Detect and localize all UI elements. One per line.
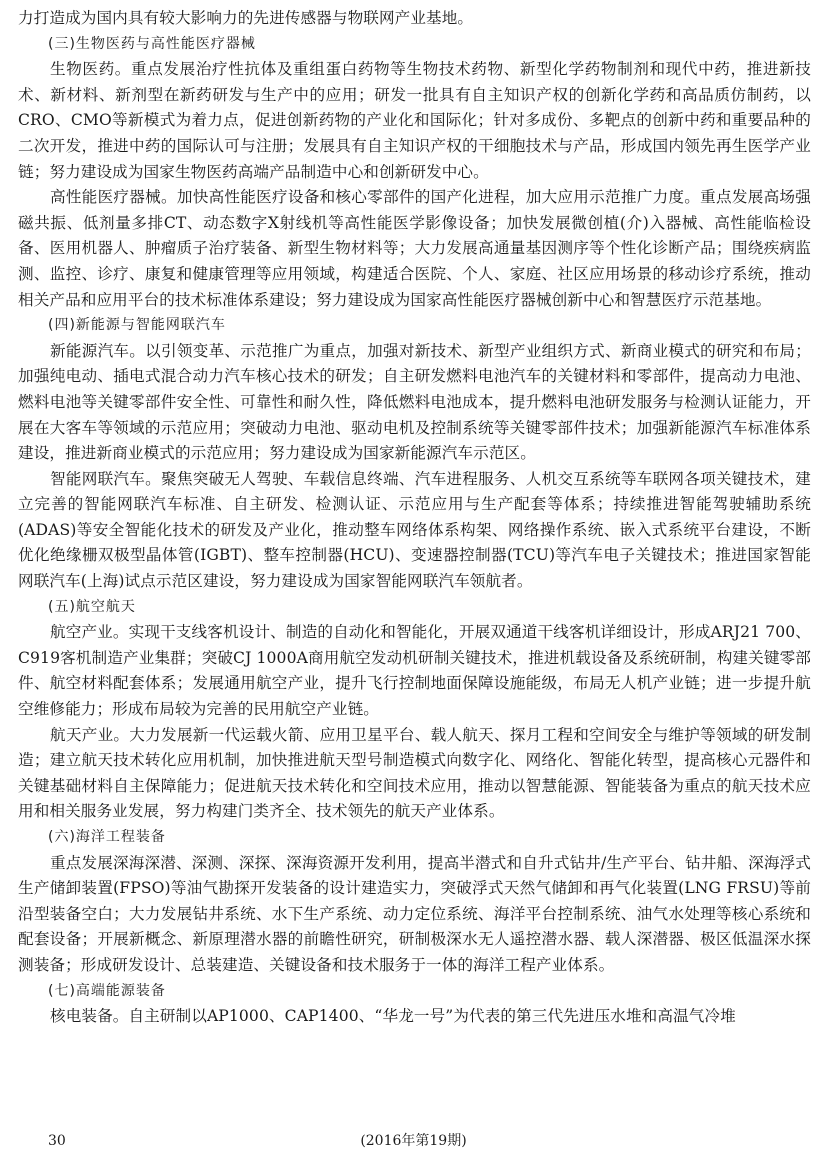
document-body — [18, 6, 811, 1030]
section-heading: (七)高端能源装备 — [48, 982, 166, 999]
section-heading: (五)航空航天 — [48, 598, 136, 615]
section-heading: (六)海洋工程装备 — [48, 829, 166, 845]
section-heading: (四)新能源与智能网联汽车 — [48, 317, 226, 334]
section-heading: (三)生物医药与高性能医疗器械 — [48, 35, 256, 52]
paragraph: 新能源汽车。以引领变革、示范推广为重点，加强对新技术、新型产业组织方式、新商业模式的研究和布局；加强纯电动、插电式混合动力汽车核心技术的研发；自主研发燃料电池汽车的关键材料和零部件，提高动力电池、燃料电池等关键零部件安全性、可靠性和耐久性，降低燃料电池成本，提升燃料电池研发服务与检测认证能力，开展在大客车等领域的示范应用；突破动力电池、驱动电机及控制系统等关键零部件技术；加强新能源汽车标准体系建设，推进新商业模式的示范应用；努力建设成为国家新能源汽车示范区。 — [18, 341, 811, 463]
paragraph: 重点发展深海深潜、深测、深探、深海资源开发利用，提高半潜式和自升式钻井/生产平台、钻井船、深海浮式生产储卸装置(FPSO)等油气勘探开发装备的设计建造实力，突破浮式天然气储卸和再气化装置(LNG FRSU)等前沿型装备空白；大力发展钻井系统、水下生产系统、动力定位系统、海洋平台控制系统、油气水处理等核心系统和配套设备；开展新概念、新原理潜水器的前瞻性研究，研制极深水无人遥控潜水器、载人深潜器、极区低温深水探测装备；形成研发设计、总装建造、关键设备和技术服务于一体的海洋工程产业体系。 — [18, 853, 811, 974]
page-footer — [0, 1130, 827, 1152]
issue-label: (2016年第19期) — [360, 1133, 467, 1149]
continued-text: 力打造成为国内具有较大影响力的先进传感器与物联网产业基地。 — [18, 9, 474, 27]
paragraph: 生物医药。重点发展治疗性抗体及重组蛋白药物等生物技术药物、新型化学药物制剂和现代中药，推进新技术、新材料、新剂型在新药研发与生产中的应用；研发一批具有自主知识产权的创新化学药和高品质仿制药，以CRO、CMO等新模式为着力点，促进创新药物的产业化和国际化；针对多成份、多靶点的创新中药和重要品种的二次开发，推进中药的国际认可与注册；发展具有自主知识产权的干细胞技术与产品，形成国内领先再生医学产业链；努力建设成为国家生物医药高端产品制造中心和创新研发中心。 — [18, 60, 811, 181]
paragraph: 智能网联汽车。聚焦突破无人驾驶、车载信息终端、汽车进程服务、人机交互系统等车联网各项关键技术，建立完善的智能网联汽车标准、自主研发、检测认证、示范应用与生产配套等体系；持续推进智能驾驶辅助系统(ADAS)等安全智能化技术的研发及产业化，推动整车网络体系构架、网络操作系统、嵌入式系统平台建设，不断优化绝缘栅双极型晶体管(IGBT)、整车控制器(HCU)、变速器控制器(TCU)等汽车电子关键技术；推进国家智能网联汽车(上海)试点示范区建设，努力建设成为国家智能网联汽车领航者。 — [18, 469, 811, 591]
paragraph: 高性能医疗器械。加快高性能医疗设备和核心零部件的国产化进程，加大应用示范推广力度。重点发展高场强磁共振、低剂量多排CT、动态数字X射线机等高性能医学影像设备；加快发展微创植(介)入器械、高性能临检设备、医用机器人、肿瘤质子治疗装备、新型生物材料等；大力发展高通量基因测序等个性化诊断产品；围绕疾病监测、监控、诊疗、康复和健康管理等应用领域，构建适合医院、个人、家庭、社区应用场景的移动诊疗系统，推动相关产品和应用平台的技术标准体系建设；努力建设成为国家高性能医疗器械创新中心和智慧医疗示范基地。 — [18, 188, 811, 309]
paragraph: 航天产业。大力发展新一代运载火箭、应用卫星平台、载人航天、探月工程和空间安全与维护等领域的研发制造；建立航天技术转化应用机制，加快推进航天型号制造模式向数字化、网络化、智能化转型，提高核心元器件和关键基础材料自主保障能力；促进航天技术转化和空间技术应用，推动以智慧能源、智能装备为重点的航天技术应用和相关服务业发展，努力构建门类齐全、技术领先的航天产业体系。 — [18, 725, 811, 821]
paragraph: 航空产业。实现干支线客机设计、制造的自动化和智能化，开展双通道干线客机详细设计，形成ARJ21 700、C919客机制造产业集群；突破CJ 1000A商用航空发动机研制关键技术，推进机载设备及系统研制，构建关键零部件、航空材料配套体系；发展通用航空产业，提升飞行控制地面保障设施能级，布局无人机产业链；进一步提升航空维修能力；形成布局较为完善的民用航空产业链。 — [18, 623, 811, 719]
paragraph: 核电装备。自主研制以AP1000、CAP1400、“华龙一号”为代表的第三代先进压水堆和高温气冷堆 — [50, 1007, 736, 1026]
page-number: 30 — [48, 1133, 66, 1149]
